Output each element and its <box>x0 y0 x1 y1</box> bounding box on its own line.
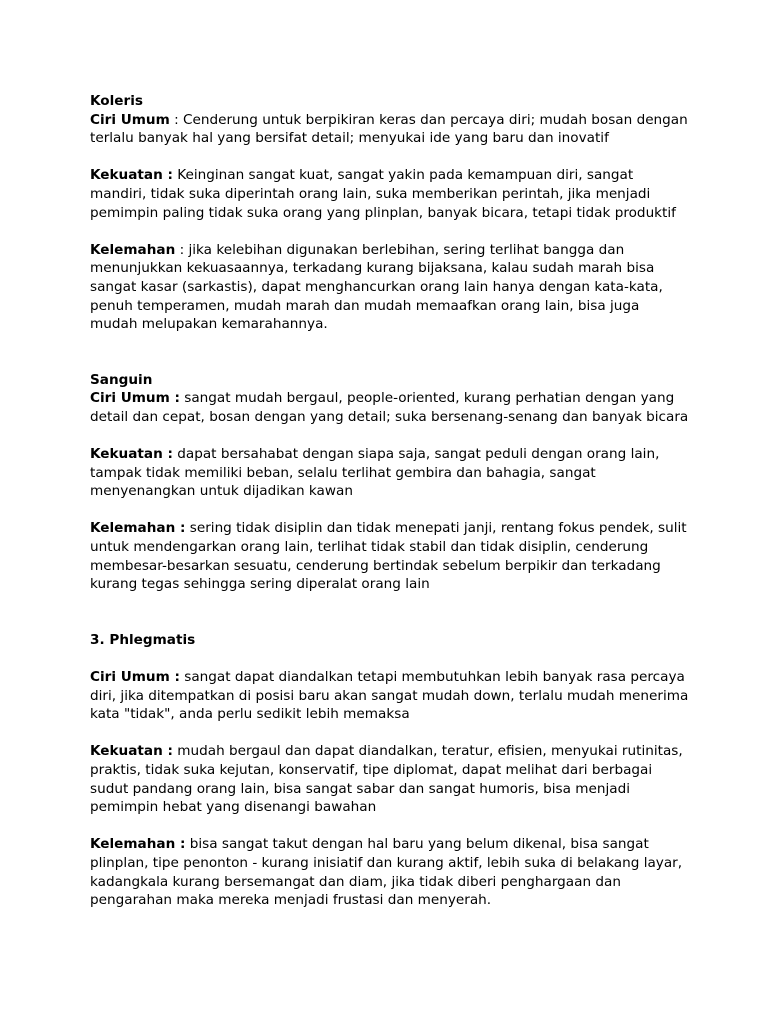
phlegmatis-kekuatan-text: mudah bergaul dan dapat diandalkan, teratur, efisien, menyukai rutinitas, praktis, tidak suka kejutan, konservatif, tipe diplomat, dapat melihat dari berbagai sudut pandang orang lain, bisa sangat sabar dan sangat humoris, bisa menjadi pemimpin hebat yang disenangi bawahan <box>90 743 683 816</box>
sanguin-kekuatan-text: dapat bersahabat dengan siapa saja, sangat peduli dengan orang lain, tampak tidak memiliki beban, selalu terlihat gembira dan bahagia, sangat menyenangkan untuk dijadikan kawan <box>90 446 660 500</box>
koleris-kelemahan <box>90 241 690 334</box>
koleris-kekuatan-text: Keinginan sangat kuat, sangat yakin pada kemampuan diri, sangat mandiri, tidak suka diperintah orang lain, suka memberikan perintah, jika menjadi pemimpin paling tidak suka orang yang plinplan, banyak bicara, tetapi tidak produktif <box>90 167 676 221</box>
sanguin-ciri-umum-text: sangat mudah bergaul, people-oriented, kurang perhatian dengan yang detail dan cepat, bosan dengan yang detail; suka bersenang-senang dan banyak bicara <box>90 390 689 425</box>
phlegmatis-kelemahan <box>90 835 690 909</box>
section-sanguin <box>90 371 690 594</box>
sanguin-ciri-umum <box>90 389 690 426</box>
koleris-kekuatan-label: Kekuatan : <box>90 167 173 184</box>
section-phlegmatis <box>90 631 690 910</box>
phlegmatis-kelemahan-text: bisa sangat takut dengan hal baru yang belum dikenal, bisa sangat plinplan, tipe penonton - kurang inisiatif dan kurang aktif, lebih suka di belakang layar, kadangkala kurang bersemangat dan diam, jika tidak diberi penghargaan dan pengarahan maka mereka menjadi frustasi dan menyerah. <box>90 836 683 909</box>
koleris-kelemahan-text: : jika kelebihan digunakan berlebihan, sering terlihat bangga dan menunjukkan kekuasaannya, terkadang kurang bijaksana, kalau sudah marah bisa sangat kasar (sarkastis), dapat menghancurkan orang lain hanya dengan kata-kata, penuh temperamen, mudah marah dan mudah memaafkan orang lain, bisa juga mudah melupakan kemarahannya. <box>90 241 663 333</box>
koleris-ciri-umum <box>90 111 690 148</box>
phlegmatis-ciri-umum <box>90 668 690 724</box>
sanguin-kelemahan-label: Kelemahan : <box>90 520 186 537</box>
document-body <box>90 92 690 910</box>
koleris-kekuatan <box>90 166 690 222</box>
section-title-phlegmatis: 3. Phlegmatis <box>90 631 196 648</box>
section-title-sanguin: Sanguin <box>90 371 153 388</box>
sanguin-kekuatan-label: Kekuatan : <box>90 446 173 463</box>
phlegmatis-kelemahan-label: Kelemahan : <box>90 836 186 853</box>
section-title-koleris: Koleris <box>90 93 143 109</box>
koleris-kelemahan-label: Kelemahan <box>90 241 176 258</box>
koleris-ciri-umum-label: Ciri Umum <box>90 111 170 128</box>
phlegmatis-kekuatan-label: Kekuatan : <box>90 743 173 760</box>
phlegmatis-ciri-umum-text: sangat dapat diandalkan tetapi membutuhkan lebih banyak rasa percaya diri, jika ditempatkan di posisi baru akan sangat mudah down, terlalu mudah menerima kata "tidak", anda perlu sedikit lebih memaksa <box>90 669 689 723</box>
phlegmatis-kekuatan <box>90 742 690 816</box>
section-koleris <box>90 92 690 334</box>
sanguin-kekuatan <box>90 445 690 501</box>
phlegmatis-ciri-umum-label: Ciri Umum : <box>90 669 180 686</box>
koleris-ciri-umum-text: : Cenderung untuk berpikiran keras dan percaya diri; mudah bosan dengan terlalu banyak hal yang bersifat detail; menyukai ide yang baru dan inovatif <box>90 111 688 147</box>
sanguin-kelemahan <box>90 519 690 593</box>
sanguin-kelemahan-text: sering tidak disiplin dan tidak menepati janji, rentang fokus pendek, sulit untuk mendengarkan orang lain, terlihat tidak stabil dan tidak disiplin, cenderung membesar-besarkan sesuatu, cenderung bertindak sebelum berpikir dan terkadang kurang tegas sehingga sering diperalat orang lain <box>90 520 687 593</box>
sanguin-ciri-umum-label: Ciri Umum : <box>90 390 180 407</box>
